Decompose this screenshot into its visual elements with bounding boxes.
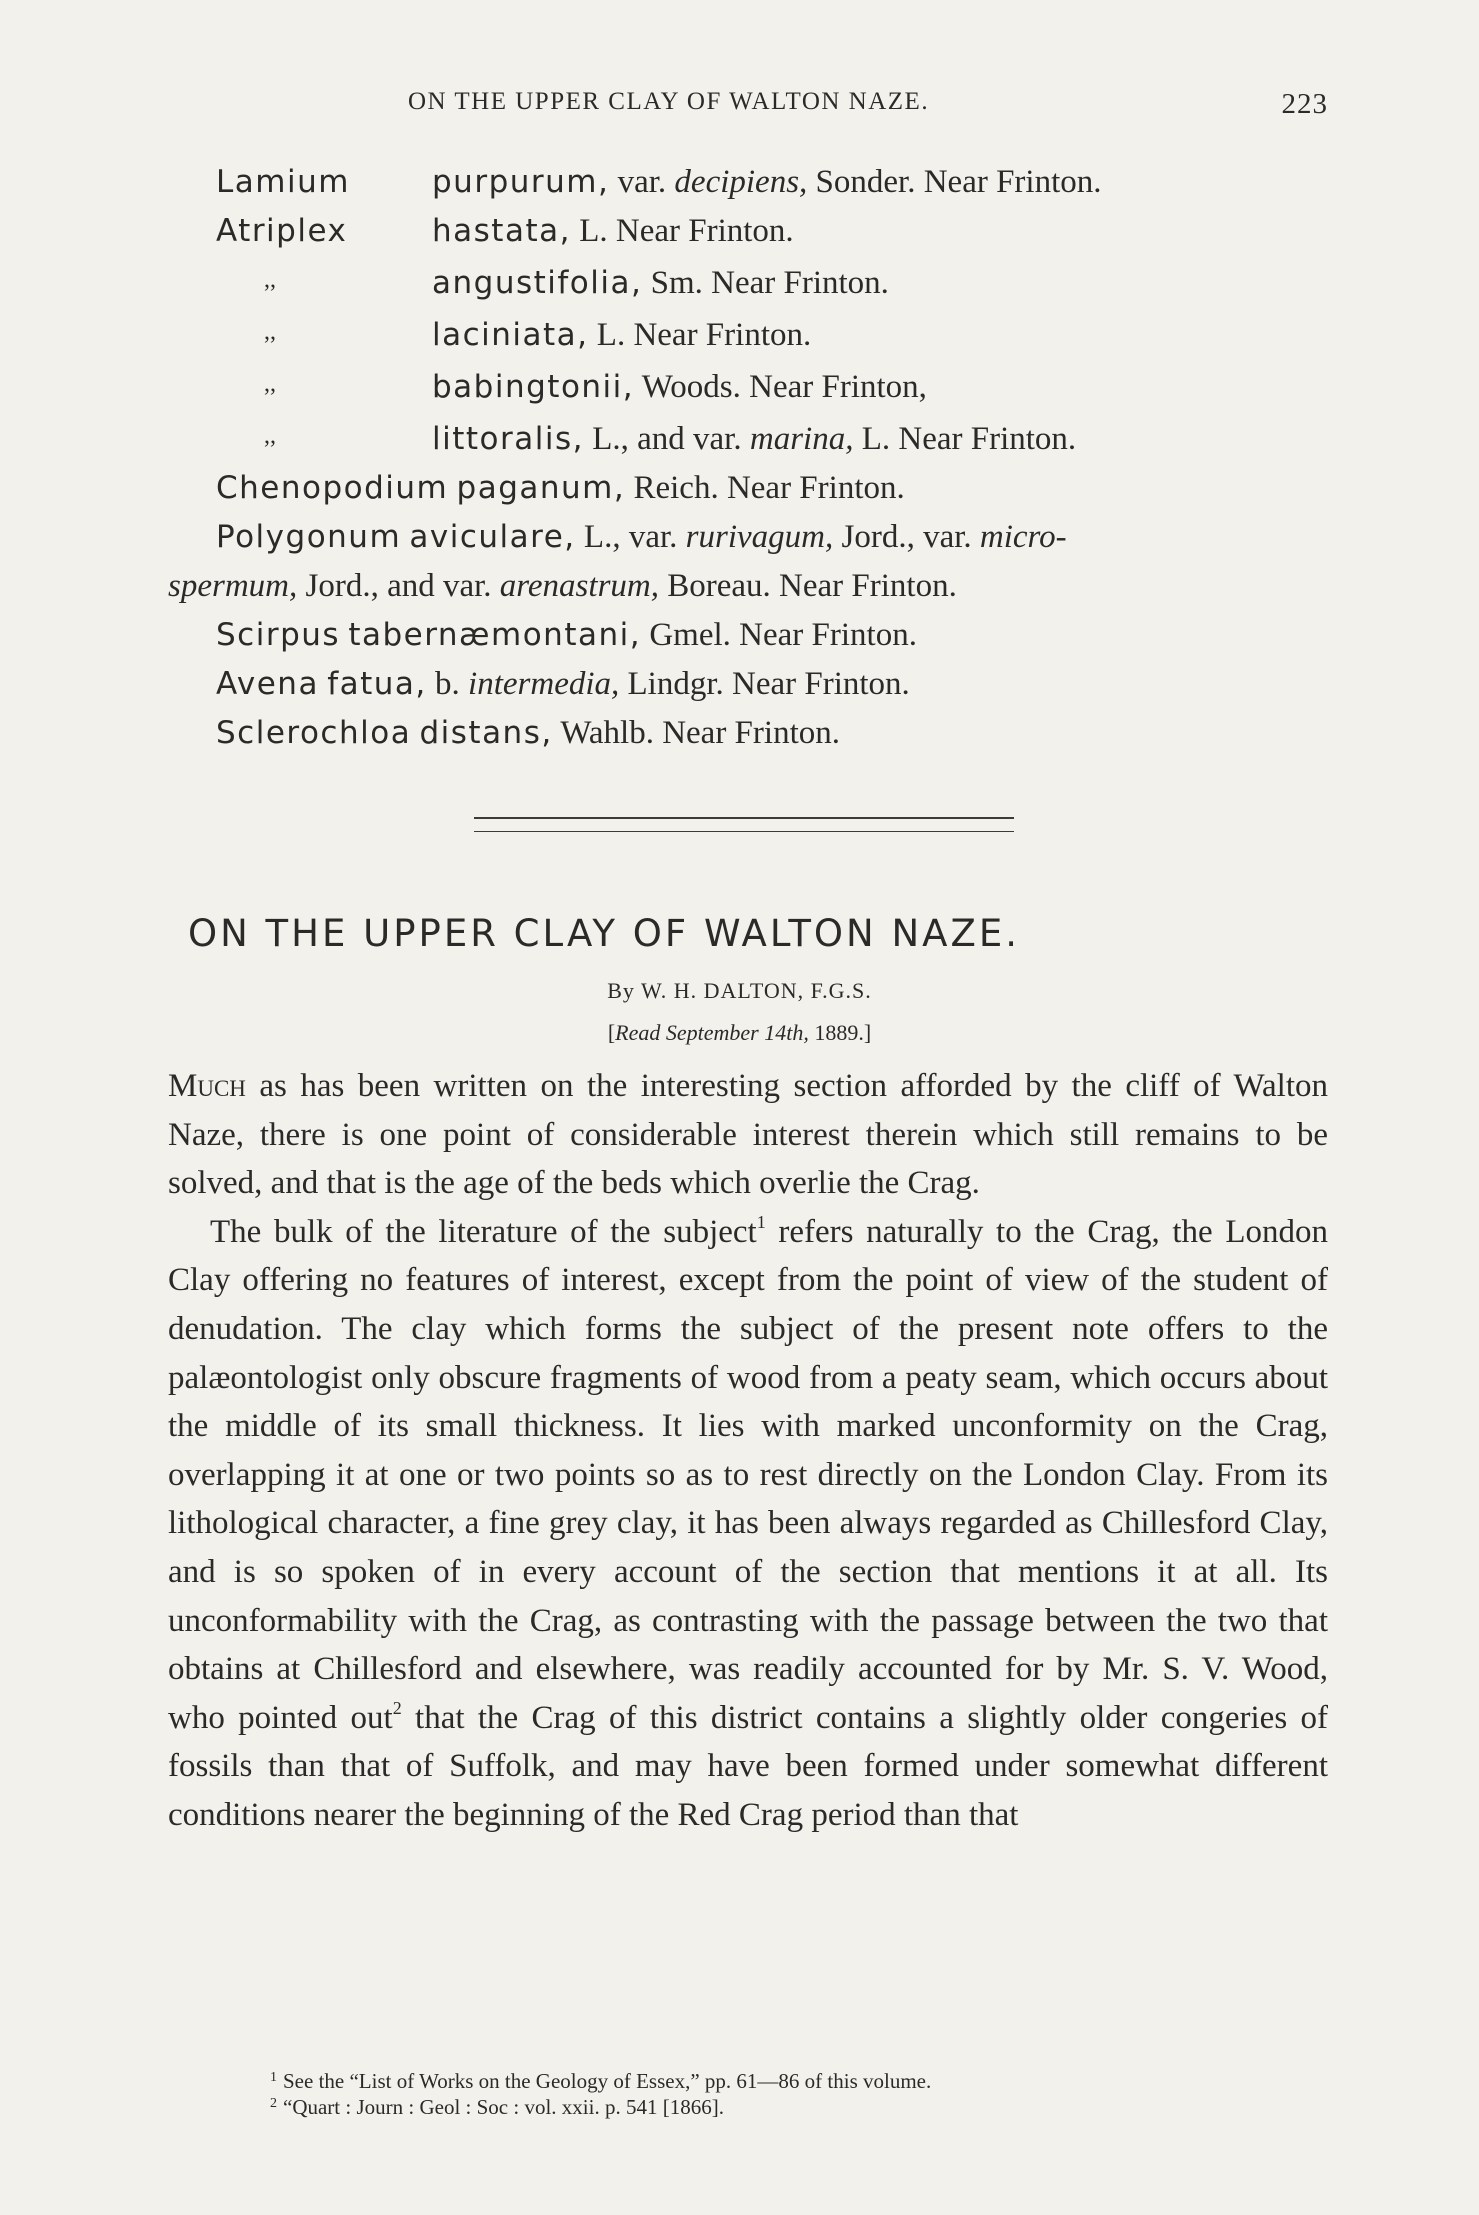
paragraph-text: refers naturally to the Crag, the London Clay offering no features of interest, except from the point of view of the student of denudation. The clay which forms the subject of the present note offers to the palæontologist only obscure fragments of wood from a peaty seam, which occurs about the middle of its small thickness. It lies with marked unconformity on the Crag, overlapping it at one or two points so as to rest directly on the London Clay. From its lithological character, a fine grey clay, it has been always regarded as Chillesford Clay, and is so spoken of in every account of the section that mentions it at all. Its unconformability with the Crag, as contrasting with the passage between the two that obtains at Chillesford and elsewhere, was readily accounted for by Mr. S. V. Wood, who pointed out (168, 1213, 1328, 1736)
paragraph-lead: Much (168, 1068, 246, 1104)
footnote-mark: 1 (270, 2070, 277, 2085)
species-note: Jord., and var. (297, 568, 500, 604)
species-locality: Boreau. Near Frinton. (659, 568, 957, 604)
paragraph-text: that the Crag of this district contains a slightly older congeries of fossils than that of Suffolk, and may have been formed under somewhat different conditions nearer the beginning of the Red Crag period than that (168, 1699, 1329, 1833)
genus-name: Lamium (216, 164, 350, 200)
epithet-name: hastata, (432, 213, 571, 249)
footnote-ref: 2 (392, 1697, 402, 1718)
article-body (168, 1062, 1328, 1840)
footnotes (270, 2068, 1330, 2120)
epithet-name: fatua, (327, 666, 427, 702)
species-entry (168, 360, 1338, 412)
genus-name: Atriplex (216, 213, 348, 249)
footnote-ref: 1 (756, 1211, 766, 1232)
genus-name: Avena (216, 666, 319, 702)
page-number: 223 (1281, 88, 1328, 120)
species-entry (168, 709, 1338, 758)
epithet-name: tabernæmontani, (348, 617, 642, 653)
species-locality: Lindgr. Near Frinton. (619, 666, 910, 702)
ditto-mark: ,, (264, 267, 276, 293)
epithet-name: laciniata, (432, 317, 589, 353)
species-locality: Gmel. Near Frinton. (641, 617, 917, 653)
read-date-bracket: [ (607, 1020, 616, 1045)
epithet-name: littoralis, (432, 421, 584, 457)
species-locality: Sonder. Near Frinton. (807, 164, 1102, 200)
read-date-italic: Read September 14th, (615, 1020, 809, 1045)
genus-name: Chenopodium (216, 470, 449, 506)
species-italic: micro- (979, 519, 1067, 555)
running-title: ON THE UPPER CLAY OF WALTON NAZE. (408, 88, 930, 115)
section-divider-rule (474, 817, 1014, 832)
species-entry (168, 464, 1338, 513)
species-locality: Woods. Near Frinton, (634, 369, 927, 405)
epithet-name: angustifolia, (432, 265, 643, 301)
species-note: Jord., var. (833, 519, 980, 555)
species-italic: spermum, (168, 568, 298, 604)
species-locality: Reich. Near Frinton. (625, 470, 905, 506)
species-locality: L. Near Frinton. (588, 317, 812, 353)
species-italic: decipiens, (674, 164, 808, 200)
footnote (270, 2094, 1330, 2120)
read-date (0, 1020, 1479, 1046)
footnote-text: “Quart : Journ : Geol : Soc : vol. xxii. p. 541 [1866]. (283, 2095, 724, 2119)
species-note: var. (609, 164, 675, 200)
species-locality: Wahlb. Near Frinton. (552, 715, 840, 751)
species-entry (168, 207, 1338, 256)
species-italic: marina, (749, 421, 854, 457)
footnote (270, 2068, 1330, 2094)
species-entry (168, 256, 1338, 308)
species-entry-continuation (168, 562, 1338, 611)
ditto-mark: ,, (264, 371, 276, 397)
genus-name: Scirpus (216, 617, 341, 653)
ditto-mark: ,, (264, 423, 276, 449)
article-title: ON THE UPPER CLAY OF WALTON NAZE. (188, 912, 1020, 955)
species-entry (168, 611, 1338, 660)
paragraph (168, 1208, 1328, 1840)
epithet-name: distans, (419, 715, 553, 751)
species-locality: L. Near Frinton. (570, 213, 794, 249)
paragraph (168, 1062, 1328, 1208)
species-list (168, 158, 1338, 758)
species-note: L., var. (575, 519, 686, 555)
running-head (168, 88, 1328, 128)
epithet-name: aviculare, (409, 519, 576, 555)
genus-name: Polygonum (216, 519, 402, 555)
ditto-mark: ,, (264, 319, 276, 345)
footnote-mark: 2 (270, 2096, 277, 2111)
genus-name: Sclerochloa (216, 715, 412, 751)
species-note: L., and var. (583, 421, 750, 457)
epithet-name: paganum, (456, 470, 626, 506)
species-locality: Sm. Near Frinton. (642, 265, 889, 301)
species-italic: rurivagum, (685, 519, 834, 555)
article-byline: By W. H. DALTON, F.G.S. (607, 978, 872, 1003)
species-entry (168, 158, 1338, 207)
species-entry (168, 308, 1338, 360)
footnote-text: See the “List of Works on the Geology of Essex,” pp. 61—86 of this volume. (283, 2069, 932, 2093)
species-entry (168, 513, 1338, 562)
paragraph-text: The bulk of the literature of the subject (210, 1213, 757, 1250)
epithet-name: purpurum, (432, 164, 610, 200)
read-date-year: 1889.] (808, 1020, 872, 1045)
species-locality: L. Near Frinton. (853, 421, 1077, 457)
species-note: b. (426, 666, 469, 702)
species-entry (168, 660, 1338, 709)
species-italic: intermedia, (468, 666, 620, 702)
paragraph-text: as has been written on the interesting section afforded by the cliff of Walton Naze, there is one point of considerable interest therein which still remains to be solved, and that is the age of the beds which overlie the Crag. (168, 1068, 1328, 1202)
species-entry (168, 412, 1338, 464)
species-italic: arenastrum, (499, 568, 659, 604)
epithet-name: babingtonii, (432, 369, 635, 405)
